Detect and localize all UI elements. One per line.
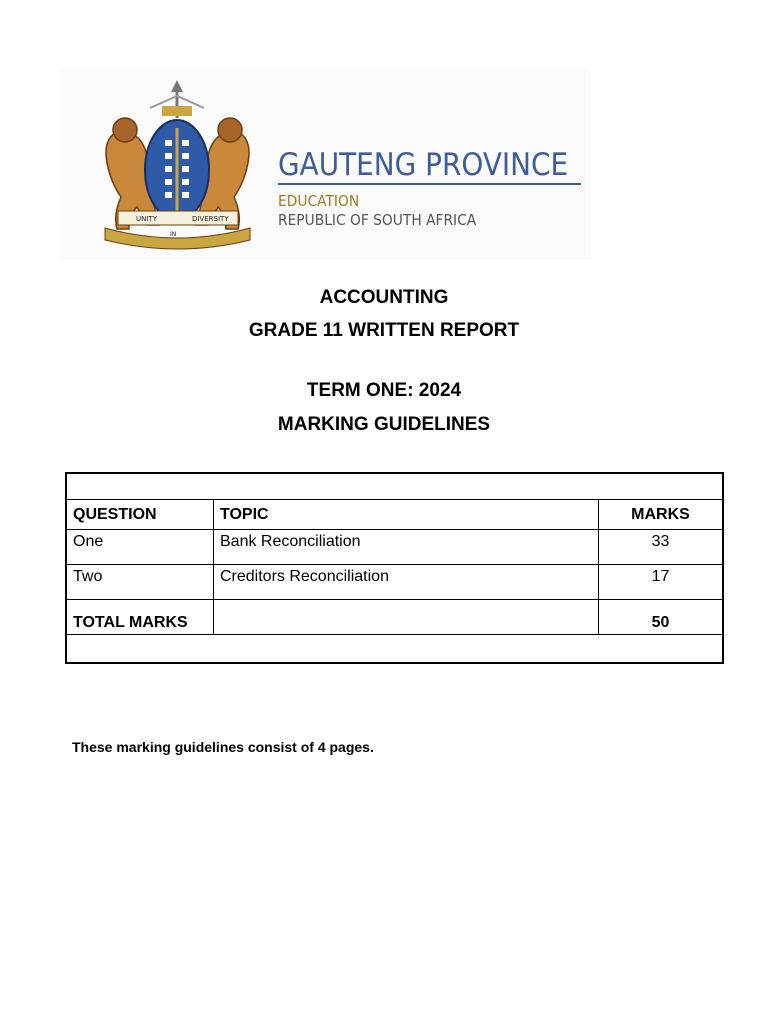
- table-row: [66, 565, 723, 600]
- topic-cell: Creditors Reconciliation: [214, 565, 599, 600]
- marks-table: [65, 472, 724, 664]
- motto-word-3: DIVERSITY: [192, 215, 229, 223]
- table-spacer-row: [66, 473, 723, 500]
- doc-type-title: MARKING GUIDELINES: [277, 414, 491, 435]
- province-name: GAUTENG PROVINCE: [278, 147, 569, 183]
- coat-of-arms-emblem: [80, 78, 275, 253]
- country-name: REPUBLIC OF SOUTH AFRICA: [278, 211, 477, 229]
- marks-cell: 17: [599, 565, 724, 600]
- motto-word-2: IN: [170, 231, 177, 238]
- question-cell: One: [66, 530, 214, 565]
- table-total-row: [66, 600, 723, 635]
- brand-divider: [278, 183, 581, 185]
- total-label: TOTAL MARKS: [66, 600, 214, 635]
- question-cell: Two: [66, 565, 214, 600]
- header-topic: TOPIC: [214, 500, 599, 530]
- table-row: [66, 530, 723, 565]
- department-name: EDUCATION: [278, 192, 360, 210]
- motto-word-1: UNITY: [136, 215, 157, 223]
- table-header-row: [66, 500, 723, 530]
- topic-cell: Bank Reconciliation: [214, 530, 599, 565]
- total-topic-empty: [214, 600, 599, 635]
- page-count-note: These marking guidelines consist of 4 pages.: [72, 739, 374, 755]
- letterhead: [60, 70, 590, 260]
- total-value: 50: [599, 600, 724, 635]
- subject-title: ACCOUNTING: [319, 287, 449, 308]
- table-spacer-row: [66, 635, 723, 664]
- brand-block: [278, 148, 600, 229]
- header-marks: MARKS: [599, 500, 724, 530]
- marks-cell: 33: [599, 530, 724, 565]
- report-title: GRADE 11 WRITTEN REPORT: [248, 320, 520, 341]
- header-question: QUESTION: [66, 500, 214, 530]
- term-title: TERM ONE: 2024: [306, 380, 462, 401]
